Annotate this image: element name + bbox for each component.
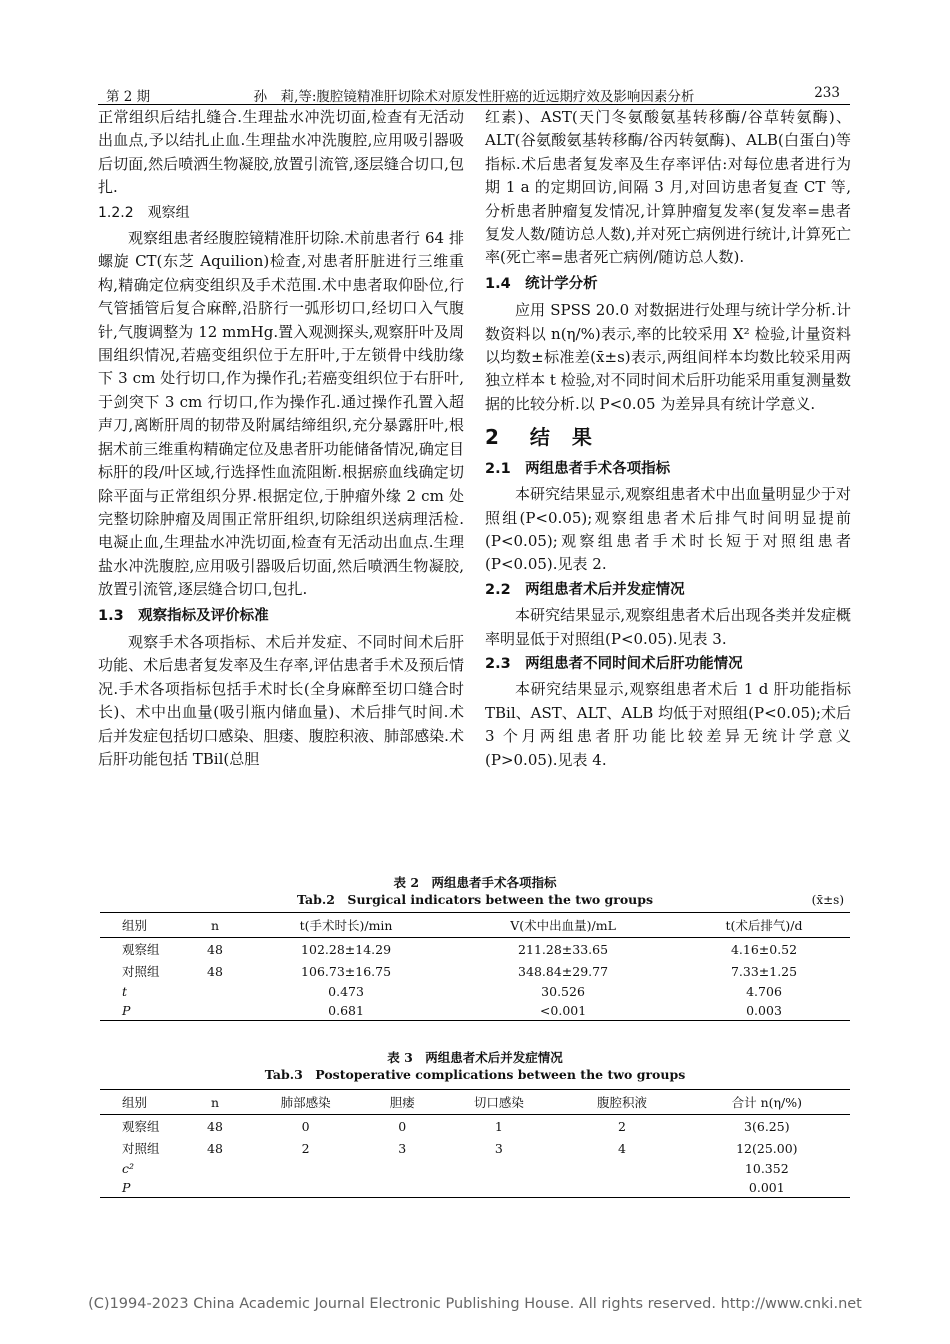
table-unit: (x̄±s) — [811, 893, 844, 907]
data-table — [100, 1089, 850, 1198]
column-header: 组别 — [100, 913, 186, 938]
table-cell — [244, 1159, 367, 1178]
table-row — [100, 960, 850, 982]
table-cell: t — [122, 984, 128, 999]
table-title-en: Tab.3 Postoperative complications between the two groups — [264, 1067, 686, 1082]
table-cell — [560, 1178, 683, 1198]
table-cell: c² — [122, 1161, 135, 1176]
section-heading-2-2: 2.2 两组患者术后并发症情况 — [485, 581, 685, 598]
copyright-footer: (C)1994-2023 China Academic Journal Electronic Publishing House. All rights reserved. http://www.cnki.net — [88, 1296, 862, 1312]
table-cell: 48 — [207, 1118, 223, 1134]
table-cell: 4.16±0.52 — [730, 941, 798, 957]
table-cell: P — [100, 1001, 186, 1021]
column-header: t(手术时长)/min — [244, 913, 448, 938]
section-heading-2-3: 2.3 两组患者不同时间术后肝功能情况 — [485, 655, 743, 672]
column-header: 肺部感染 — [244, 1090, 367, 1115]
table-cell — [186, 1159, 244, 1178]
table-cell: <0.001 — [448, 1001, 678, 1021]
table-cell — [186, 1001, 244, 1021]
column-header: n — [186, 1090, 244, 1115]
section-heading-1-2-2: 1.2.2 观察组 — [98, 204, 190, 221]
paragraph: 本研究结果显示,观察组患者术中出血量明显少于对照组(P<0.05);观察组患者术后排气时间明显提前(P<0.05);观察组患者手术时长短于对照组患者(P<0.05).见表 2. — [485, 485, 851, 574]
table-cell: 3 — [398, 1140, 407, 1156]
table-cell — [244, 1178, 367, 1198]
table-cell: 211.28±33.65 — [518, 941, 609, 957]
column-header: 合计 n(η/%) — [684, 1090, 850, 1115]
table-row — [100, 982, 850, 1001]
table-cell — [560, 1159, 683, 1178]
running-title: 孙 莉,等:腹腔镜精准肝切除术对原发性肝癌的近远期疗效及影响因素分析 — [253, 89, 695, 105]
table-cell: 3 — [494, 1140, 503, 1156]
table-cell: 0.003 — [678, 1001, 850, 1021]
paragraph: 本研究结果显示,观察组患者术后 1 d 肝功能指标 TBil、AST、ALT、ALB 均低于对照组(P<0.05);术后 3 个月两组患者肝功能比较差异无统计学意义(P>0.05).见表 4. — [485, 680, 851, 769]
table-cell: 0 — [301, 1118, 310, 1134]
table-cell: 48 — [207, 963, 223, 979]
paragraph: 应用 SPSS 20.0 对数据进行处理与统计学分析.计数资料以 n(η/%)表示,率的比较采用 X² 检验,计量资料以均数±标准差(x̄±s)表示,两组间样本均数比较采用两独立样本 t 检验,对不同时间术后肝功能采用重复测量数据的比较分析.以 P<0.05 为差异具有统计学意义. — [485, 301, 851, 413]
running-header — [98, 82, 850, 106]
paragraph: 红素)、AST(天门冬氨酸氨基转移酶/谷草转氨酶)、ALT(谷氨酸氨基转移酶/谷丙转氨酶)、ALB(白蛋白)等指标.术后患者复发率及生存率评估:对每位患者进行为期 1 a 的定期回访,间隔 3 月,对回访患者复查 CT 等,分析患者肿瘤复发情况,计算肿瘤复发率(复发率=患者复发人数/随访总人数),并对死亡病例进行统计,计算死亡率(死亡率=患者死亡病例/随访总人数). — [485, 108, 851, 267]
paragraph: 本研究结果显示,观察组患者术后出现各类并发症概率明显低于对照组(P<0.05).见表 3. — [485, 606, 851, 648]
column-header: t(术后排气)/d — [678, 913, 850, 938]
paragraph: 观察组患者经腹腔镜精准肝切除.术前患者行 64 排螺旋 CT(东芝 Aquilion)检查,对患者肝脏进行三维重构,精确定位病变组织及手术范围.术中患者取仰卧位,行气管插管后复合麻醉,沿脐行一弧形切口,经切口入气腹针,气腹调整为 12 mmHg.置入观测探头,观察肝叶及周围组织情况,若癌变组织位于左肝叶,于左锁骨中线肋缘下 3 cm 处行切口,作为操作孔;若癌变组织位于右肝叶,于剑突下 3 cm 行切口,作为操作孔.通过操作孔置入超声刀,离断肝周的韧带及附属结缔组织,充分暴露肝叶,根据术前三维重构精确定位及患者肝功能储备情况,确定目标肝的段/叶区域,行选择性血流阻断.根据瘀血线确定切除平面与正常组织分界.根据定位,于肿瘤外缘 2 cm 处完整切除肿瘤及周围正常肝组织,切除组织送病理活检.电凝止血,生理盐水冲洗切面,检查有无活动出血点.生理盐水冲洗腹腔,应用吸引器吸后切面,然后喷洒生物凝胶,放置引流管,逐层缝合切口,包扎. — [98, 229, 464, 599]
table-row — [100, 1159, 850, 1178]
table-cell: 观察组 — [122, 1119, 160, 1134]
table-title-cn: 表 2 两组患者手术各项指标 — [393, 875, 557, 890]
table-cell — [367, 1178, 437, 1198]
table-row — [100, 1001, 850, 1021]
table-cell: 4.706 — [746, 984, 782, 999]
section-title: 结 果 — [529, 425, 593, 450]
right-column — [485, 106, 851, 772]
table-2 — [100, 874, 850, 1021]
table-cell — [186, 982, 244, 1001]
table-row — [100, 1137, 850, 1159]
column-header: 胆瘘 — [367, 1090, 437, 1115]
table-cell: 观察组 — [122, 942, 160, 957]
table-cell: 102.28±14.29 — [301, 941, 392, 957]
column-header: 腹腔积液 — [560, 1090, 683, 1115]
table-row — [100, 938, 850, 961]
table-cell — [186, 1178, 244, 1198]
column-header: n — [186, 913, 244, 938]
table-cell: 1 — [494, 1118, 503, 1134]
section-heading-2 — [485, 426, 851, 449]
table-cell: 对照组 — [122, 964, 160, 979]
page-number: 233 — [814, 85, 840, 101]
table-cell: 348.84±29.77 — [518, 963, 609, 979]
data-table — [100, 912, 850, 1021]
table-title-en: Tab.2 Surgical indicators between the two groups — [296, 892, 654, 907]
column-header: 组别 — [100, 1090, 186, 1115]
paragraph: 正常组织后结扎缝合.生理盐水冲洗切面,检查有无活动出血点,予以结扎止血.生理盐水冲洗腹腔,应用吸引器吸后切面,然后喷洒生物凝胶,放置引流管,逐层缝合切口,包扎. — [98, 108, 464, 197]
header-rule — [98, 104, 850, 105]
section-number: 2 — [485, 425, 500, 450]
table-cell: 106.73±16.75 — [301, 963, 392, 979]
table-cell: 对照组 — [122, 1141, 160, 1156]
table-3 — [100, 1049, 850, 1198]
table-cell: 0.473 — [328, 984, 364, 999]
section-heading-1-4: 1.4 统计学分析 — [485, 275, 598, 292]
table-cell: P — [100, 1178, 186, 1198]
table-cell: 10.352 — [744, 1161, 789, 1176]
table-row — [100, 1178, 850, 1198]
table-cell: 12(25.00) — [736, 1140, 798, 1156]
table-cell — [437, 1178, 560, 1198]
table-cell — [437, 1159, 560, 1178]
table-cell: 0 — [398, 1118, 407, 1134]
column-header: V(术中出血量)/mL — [448, 913, 678, 938]
table-cell: 3(6.25) — [744, 1118, 790, 1134]
issue-number: 第 2 期 — [106, 89, 151, 105]
table-title-cn: 表 3 两组患者术后并发症情况 — [387, 1050, 563, 1065]
table-cell: 2 — [618, 1118, 626, 1134]
table-cell: 4 — [618, 1140, 626, 1156]
left-column — [98, 106, 464, 771]
table-cell: 48 — [207, 1140, 223, 1156]
table-cell: 30.526 — [541, 984, 585, 999]
section-heading-2-1: 2.1 两组患者手术各项指标 — [485, 460, 671, 477]
column-header: 切口感染 — [437, 1090, 560, 1115]
table-cell: 0.681 — [244, 1001, 448, 1021]
section-heading-1-3: 1.3 观察指标及评价标准 — [98, 607, 269, 624]
table-cell: 2 — [301, 1140, 310, 1156]
table-cell — [367, 1159, 437, 1178]
table-row — [100, 1115, 850, 1138]
table-cell: 0.001 — [684, 1178, 850, 1198]
table-cell: 48 — [207, 941, 223, 957]
paragraph: 观察手术各项指标、术后并发症、不同时间术后肝功能、术后患者复发率及生存率,评估患者手术及预后情况.手术各项指标包括手术时长(全身麻醉至切口缝合时长)、术中出血量(吸引瓶内储血量)、术后排气时间.术后并发症包括切口感染、胆瘘、腹腔积液、肺部感染.术后肝功能包括 TBil(总胆 — [98, 632, 464, 768]
table-cell: 7.33±1.25 — [730, 963, 798, 979]
